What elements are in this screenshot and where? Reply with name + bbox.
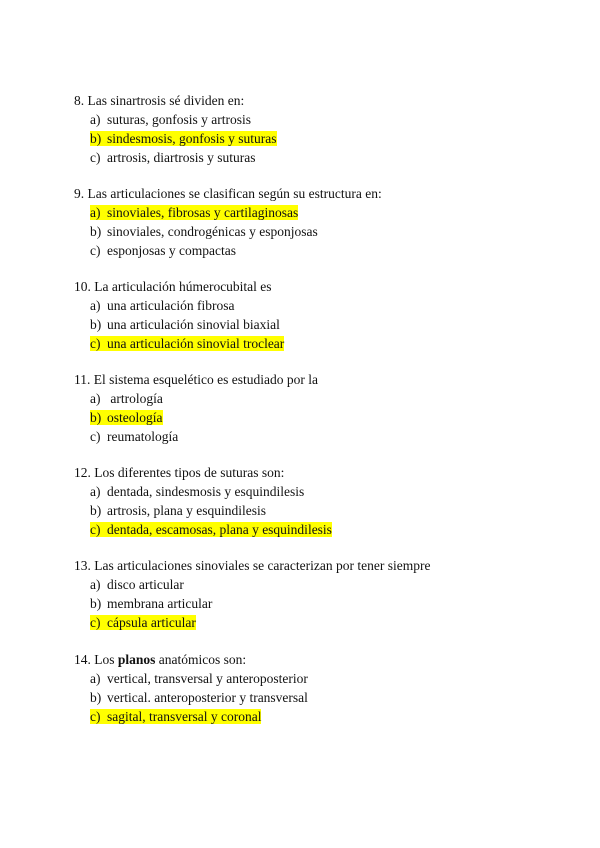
option-letter: a) [90,298,101,313]
option-b [74,594,574,613]
option-letter: b) [90,131,102,146]
question-stem [74,650,574,669]
option-letter: b) [90,224,102,239]
option-letter: b) [90,410,102,425]
option-a [74,575,574,594]
question-9 [74,184,574,260]
question-stem [74,370,574,389]
question-text-bold: planos [117,652,156,667]
question-text: Los [94,652,118,667]
question-number: 9. [74,186,85,201]
option-b [74,501,574,520]
question-text: Las sinartrosis sé dividen en: [87,93,245,108]
option-letter: c) [90,615,101,630]
question-10 [74,277,574,353]
question-number: 14. [74,652,91,667]
option-b [74,222,574,241]
question-stem [74,556,574,575]
question-11 [74,370,574,446]
option-text: membrana articular [107,596,213,611]
option-letter: c) [90,243,101,258]
option-text-highlighted: sagital, transversal y coronal [107,709,262,724]
option-letter: a) [90,391,101,406]
option-text: artrosis, plana y esquindilesis [107,503,266,518]
question-text: Los diferentes tipos de suturas son: [94,465,285,480]
option-b [74,688,574,707]
question-number: 10. [74,279,91,294]
option-text-highlighted: sinoviales, fibrosas y cartilaginosas [107,205,299,220]
option-letter: b) [90,596,102,611]
question-stem [74,463,574,482]
option-text-highlighted: una articulación sinovial troclear [107,336,285,351]
question-stem [74,91,574,110]
option-letter: a) [90,484,101,499]
question-number: 8. [74,93,85,108]
question-12 [74,463,574,539]
option-text: vertical. anteroposterior y transversal [107,690,308,705]
question-stem [74,277,574,296]
option-c [74,334,574,353]
option-c [74,148,574,167]
question-number: 13. [74,558,91,573]
option-c [74,613,574,632]
option-letter: a) [90,671,101,686]
question-text: El sistema esquelético es estudiado por la [93,372,318,387]
question-14 [74,650,574,726]
option-b [74,408,574,427]
question-text: Las articulaciones sinoviales se caracterizan por tener siempre [94,558,431,573]
question-number: 11. [74,372,91,387]
question-text: Las articulaciones se clasifican según su estructura en: [87,186,382,201]
question-text: La articulación húmerocubital es [94,279,272,294]
option-letter: c) [90,150,101,165]
question-8 [74,91,574,167]
option-text-highlighted: osteología [107,410,163,425]
option-text: suturas, gonfosis y artrosis [107,112,251,127]
option-letter: c) [90,522,101,537]
option-a [74,110,574,129]
option-letter: c) [90,429,101,444]
option-letter: c) [90,336,101,351]
option-letter: b) [90,690,102,705]
option-text: disco articular [107,577,184,592]
option-c [74,427,574,446]
option-letter: c) [90,709,101,724]
option-letter: b) [90,317,102,332]
option-text: artrosis, diartrosis y suturas [107,150,256,165]
option-text: vertical, transversal y anteroposterior [107,671,308,686]
option-letter: a) [90,577,101,592]
option-text: artrología [107,391,163,406]
option-text: esponjosas y compactas [107,243,236,258]
option-b [74,129,574,148]
option-a [74,389,574,408]
option-a [74,482,574,501]
option-c [74,707,574,726]
option-text: reumatología [107,429,179,444]
option-text: dentada, sindesmosis y esquindilesis [107,484,305,499]
option-text: una articulación sinovial biaxial [107,317,280,332]
option-a [74,669,574,688]
option-letter: a) [90,112,101,127]
option-text-highlighted: sindesmosis, gonfosis y suturas [107,131,277,146]
question-number: 12. [74,465,91,480]
option-a [74,203,574,222]
option-text-highlighted: dentada, escamosas, plana y esquindilesis [107,522,332,537]
option-text-highlighted: cápsula articular [107,615,196,630]
option-letter: a) [90,205,101,220]
question-stem [74,184,574,203]
option-letter: b) [90,503,102,518]
option-text: una articulación fibrosa [107,298,235,313]
option-text: sinoviales, condrogénicas y esponjosas [107,224,318,239]
option-c [74,241,574,260]
option-a [74,296,574,315]
option-b [74,315,574,334]
option-c [74,520,574,539]
question-13 [74,556,574,632]
question-text: anatómicos son: [155,652,247,667]
